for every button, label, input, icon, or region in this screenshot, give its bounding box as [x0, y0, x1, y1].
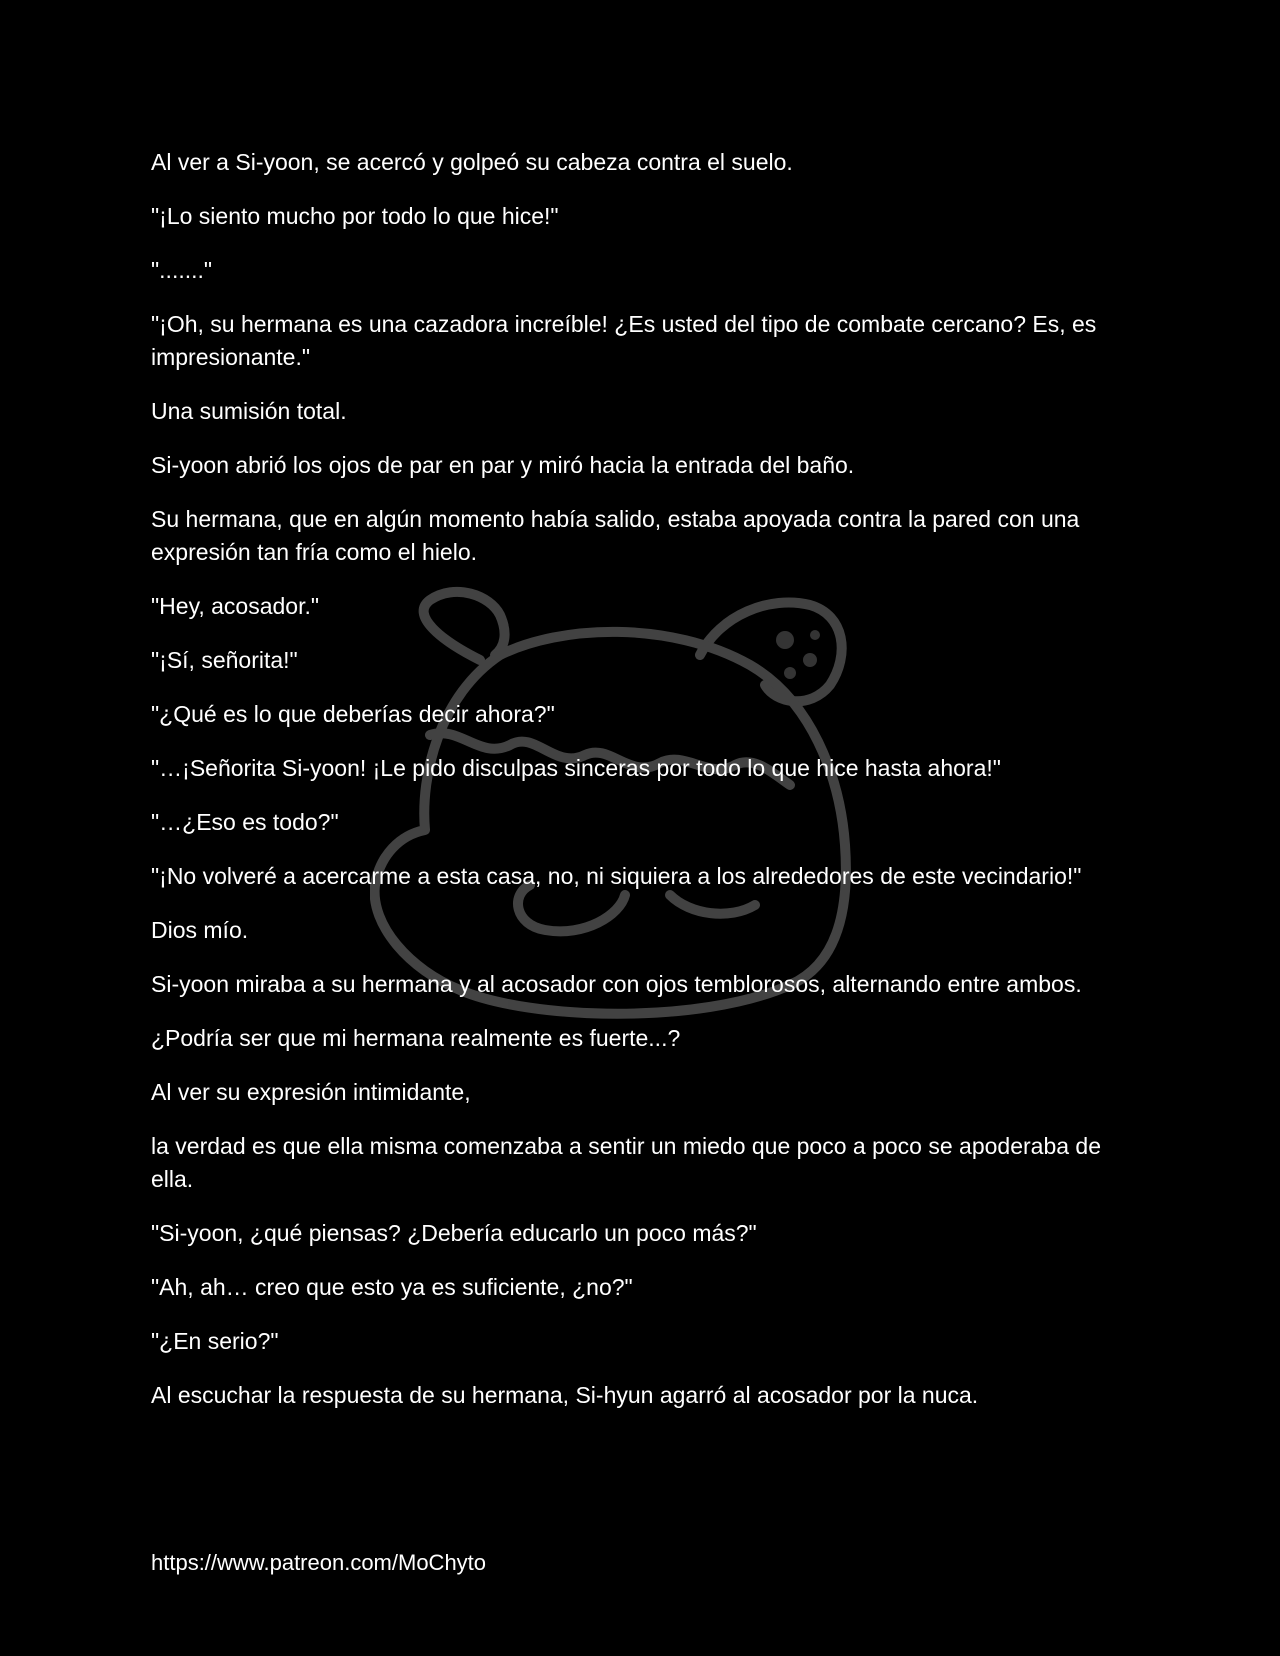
paragraph: ".......": [151, 257, 213, 283]
paragraph: "…¡Señorita Si-yoon! ¡Le pido disculpas sinceras por todo lo que hice hasta ahora!": [151, 755, 1001, 781]
paragraph: Su hermana, que en algún momento había salido, estaba apoyada contra la pared con una expresión tan fría como el hielo.: [151, 506, 1086, 565]
paragraph: la verdad es que ella misma comenzaba a sentir un miedo que poco a poco se apoderaba de ella.: [151, 1133, 1108, 1192]
paragraph: Al escuchar la respuesta de su hermana, Si-hyun agarró al acosador por la nuca.: [151, 1382, 979, 1408]
paragraph: "¿En serio?": [151, 1328, 279, 1354]
paragraph: Una sumisión total.: [151, 398, 347, 424]
paragraph: "Ah, ah… creo que esto ya es suficiente, ¿no?": [151, 1274, 633, 1300]
paragraph: "Si-yoon, ¿qué piensas? ¿Debería educarlo un poco más?": [151, 1220, 757, 1246]
patreon-link[interactable]: https://www.patreon.com/MoChyto: [151, 1550, 487, 1575]
paragraph: "¡Sí, señorita!": [151, 647, 298, 673]
paragraph: "¡No volveré a acercarme a esta casa, no, ni siquiera a los alrededores de este vecindario!": [151, 863, 1082, 889]
paragraph: Dios mío.: [151, 917, 249, 943]
paragraph: Si-yoon miraba a su hermana y al acosador con ojos temblorosos, alternando entre ambos.: [151, 971, 1082, 997]
paragraph: "¡Lo siento mucho por todo lo que hice!": [151, 203, 559, 229]
paragraph: "Hey, acosador.": [151, 593, 320, 619]
story-text: [151, 146, 1131, 1433]
paragraph: ¿Podría ser que mi hermana realmente es fuerte...?: [151, 1025, 681, 1051]
paragraph: "…¿Eso es todo?": [151, 809, 339, 835]
paragraph: Al ver su expresión intimidante,: [151, 1079, 471, 1105]
paragraph: Si-yoon abrió los ojos de par en par y miró hacia la entrada del baño.: [151, 452, 855, 478]
paragraph: "¿Qué es lo que deberías decir ahora?": [151, 701, 555, 727]
paragraph: "¡Oh, su hermana es una cazadora increíble! ¿Es usted del tipo de combate cercano? Es, es impresionante.": [151, 311, 1103, 370]
paragraph: Al ver a Si-yoon, se acercó y golpeó su cabeza contra el suelo.: [151, 149, 793, 175]
